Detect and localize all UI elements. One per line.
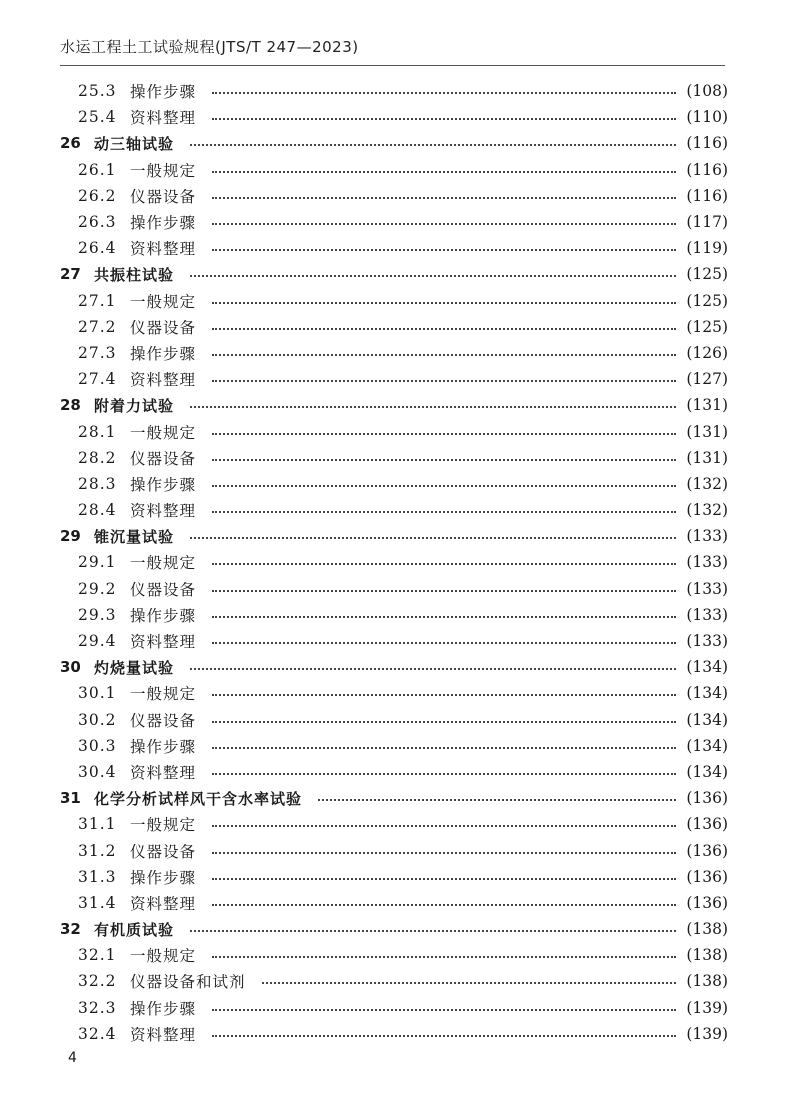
toc-entry-page: (136) xyxy=(686,841,728,860)
toc-entry-number: 28.2 xyxy=(78,448,117,467)
toc-entry-title: 操作步骤 xyxy=(130,999,197,1018)
toc-section-row[interactable] xyxy=(60,471,728,497)
toc-entry-title: 操作步骤 xyxy=(130,868,197,887)
dot-leader xyxy=(212,721,676,723)
toc-entry-title: 资料整理 xyxy=(130,502,197,521)
dot-leader xyxy=(212,747,676,749)
toc-entry-title: 共振柱试验 xyxy=(94,265,175,284)
toc-entry-number: 26.3 xyxy=(78,213,117,232)
toc-entry-page: (138) xyxy=(686,972,728,991)
toc-entry-number: 27 xyxy=(60,265,81,284)
toc-entry-page: (108) xyxy=(686,82,728,101)
toc-entry-page: (133) xyxy=(686,527,728,546)
toc-entry-page: (119) xyxy=(686,239,728,258)
dot-leader xyxy=(190,406,676,408)
toc-section-row[interactable] xyxy=(60,78,728,104)
dot-leader xyxy=(318,799,676,801)
toc-entry-title: 一般规定 xyxy=(130,947,197,966)
dot-leader xyxy=(212,118,676,120)
toc-entry-title: 操作步骤 xyxy=(130,475,197,494)
toc-entry-number: 31.3 xyxy=(78,867,117,886)
toc-section-row[interactable] xyxy=(60,209,728,235)
toc-entry-title: 一般规定 xyxy=(130,423,197,442)
toc-section-row[interactable] xyxy=(60,157,728,183)
dot-leader xyxy=(212,328,676,330)
toc-entry-page: (110) xyxy=(686,108,728,127)
toc-entry-page: (136) xyxy=(686,789,728,808)
toc-entry-number: 29.4 xyxy=(78,632,117,651)
toc-entry-title: 一般规定 xyxy=(130,685,197,704)
toc-entry-title: 仪器设备 xyxy=(130,449,197,468)
toc-entry-title: 操作步骤 xyxy=(130,83,197,102)
toc-entry-title: 一般规定 xyxy=(130,292,197,311)
toc-section-row[interactable] xyxy=(60,104,728,130)
toc-entry-number: 25.4 xyxy=(78,108,117,127)
toc-section-row[interactable] xyxy=(60,942,728,968)
toc-entry-title: 操作步骤 xyxy=(130,606,197,625)
toc-entry-page: (133) xyxy=(686,632,728,651)
toc-section-row[interactable] xyxy=(60,235,728,261)
dot-leader xyxy=(212,1009,676,1011)
toc-entry-page: (138) xyxy=(686,920,728,939)
header-rule xyxy=(60,65,725,66)
toc-entry-title: 仪器设备 xyxy=(130,580,197,599)
page-number: 4 xyxy=(68,1050,77,1066)
toc-entry-number: 28.4 xyxy=(78,501,117,520)
toc-entry-title: 资料整理 xyxy=(130,240,197,259)
toc-entry-title: 资料整理 xyxy=(130,633,197,652)
toc-entry-number: 31.1 xyxy=(78,815,117,834)
dot-leader xyxy=(212,485,676,487)
toc-entry-page: (117) xyxy=(686,213,728,232)
toc-section-row[interactable] xyxy=(60,733,728,759)
toc-entry-page: (134) xyxy=(686,710,728,729)
toc-section-row[interactable] xyxy=(60,549,728,575)
toc-entry-title: 一般规定 xyxy=(130,554,197,573)
dot-leader xyxy=(212,694,676,696)
toc-entry-number: 26.2 xyxy=(78,186,117,205)
toc-entry-page: (134) xyxy=(686,762,728,781)
dot-leader xyxy=(212,249,676,251)
toc-entry-number: 32.2 xyxy=(78,972,117,991)
toc-entry-title: 仪器设备 xyxy=(130,318,197,337)
toc-entry-page: (116) xyxy=(686,134,728,153)
toc-entry-number: 27.1 xyxy=(78,291,117,310)
toc-section-row[interactable] xyxy=(60,837,728,863)
toc-section-row[interactable] xyxy=(60,183,728,209)
toc-entry-page: (125) xyxy=(686,317,728,336)
toc-entry-page: (138) xyxy=(686,946,728,965)
toc-chapter-row[interactable] xyxy=(60,785,728,811)
dot-leader xyxy=(212,302,676,304)
toc-entry-number: 27.2 xyxy=(78,317,117,336)
dot-leader xyxy=(212,956,676,958)
table-of-contents xyxy=(60,78,728,1047)
toc-entry-page: (134) xyxy=(686,684,728,703)
dot-leader xyxy=(212,354,676,356)
toc-entry-page: (126) xyxy=(686,343,728,362)
toc-section-row[interactable] xyxy=(60,680,728,706)
toc-entry-number: 32.1 xyxy=(78,946,117,965)
dot-leader xyxy=(212,223,676,225)
toc-section-row[interactable] xyxy=(60,497,728,523)
toc-section-row[interactable] xyxy=(60,576,728,602)
toc-entry-number: 26.4 xyxy=(78,239,117,258)
toc-entry-number: 29.1 xyxy=(78,553,117,572)
dot-leader xyxy=(212,92,676,94)
toc-entry-title: 资料整理 xyxy=(130,763,197,782)
toc-section-row[interactable] xyxy=(60,968,728,994)
toc-entry-page: (134) xyxy=(686,658,728,677)
toc-section-row[interactable] xyxy=(60,288,728,314)
toc-entry-number: 30.1 xyxy=(78,684,117,703)
dot-leader xyxy=(212,380,676,382)
toc-section-row[interactable] xyxy=(60,995,728,1021)
dot-leader xyxy=(190,668,676,670)
dot-leader xyxy=(212,1035,676,1037)
toc-entry-title: 仪器设备 xyxy=(130,187,197,206)
toc-entry-number: 27.3 xyxy=(78,343,117,362)
toc-entry-title: 资料整理 xyxy=(130,894,197,913)
toc-chapter-row[interactable] xyxy=(60,130,728,156)
toc-section-row[interactable] xyxy=(60,314,728,340)
toc-entry-page: (136) xyxy=(686,815,728,834)
toc-entry-number: 31.2 xyxy=(78,841,117,860)
toc-entry-page: (132) xyxy=(686,501,728,520)
toc-entry-number: 28.3 xyxy=(78,474,117,493)
toc-entry-page: (131) xyxy=(686,422,728,441)
dot-leader xyxy=(212,511,676,513)
toc-entry-page: (136) xyxy=(686,867,728,886)
toc-entry-number: 28 xyxy=(60,396,81,415)
dot-leader xyxy=(212,433,676,435)
toc-entry-page: (116) xyxy=(686,186,728,205)
dot-leader xyxy=(212,878,676,880)
toc-entry-number: 27.4 xyxy=(78,370,117,389)
dot-leader xyxy=(212,459,676,461)
toc-entry-page: (133) xyxy=(686,579,728,598)
toc-chapter-row[interactable] xyxy=(60,392,728,418)
toc-section-row[interactable] xyxy=(60,811,728,837)
dot-leader xyxy=(212,197,676,199)
toc-entry-number: 25.3 xyxy=(78,82,117,101)
toc-section-row[interactable] xyxy=(60,340,728,366)
toc-entry-number: 29.2 xyxy=(78,579,117,598)
dot-leader xyxy=(212,171,676,173)
toc-section-row[interactable] xyxy=(60,864,728,890)
dot-leader xyxy=(212,590,676,592)
toc-entry-page: (131) xyxy=(686,448,728,467)
toc-entry-number: 30 xyxy=(60,658,81,677)
toc-section-row[interactable] xyxy=(60,759,728,785)
toc-entry-number: 26.1 xyxy=(78,160,117,179)
toc-entry-title: 锥沉量试验 xyxy=(94,527,175,546)
toc-entry-number: 29.3 xyxy=(78,605,117,624)
toc-entry-title: 操作步骤 xyxy=(130,214,197,233)
toc-entry-title: 一般规定 xyxy=(130,816,197,835)
toc-section-row[interactable] xyxy=(60,1021,728,1047)
toc-section-row[interactable] xyxy=(60,602,728,628)
dot-leader xyxy=(190,144,676,146)
toc-entry-page: (133) xyxy=(686,553,728,572)
running-header: 水运工程土工试验规程(JTS/T 247—2023) xyxy=(60,38,359,56)
toc-entry-title: 仪器设备 xyxy=(130,711,197,730)
toc-section-row[interactable] xyxy=(60,707,728,733)
toc-entry-page: (125) xyxy=(686,291,728,310)
toc-entry-title: 资料整理 xyxy=(130,109,197,128)
dot-leader xyxy=(212,642,676,644)
dot-leader xyxy=(212,563,676,565)
toc-entry-page: (127) xyxy=(686,370,728,389)
toc-entry-title: 动三轴试验 xyxy=(94,134,175,153)
toc-entry-number: 30.2 xyxy=(78,710,117,729)
toc-entry-page: (132) xyxy=(686,474,728,493)
toc-entry-number: 31.4 xyxy=(78,893,117,912)
dot-leader xyxy=(212,904,676,906)
toc-chapter-row[interactable] xyxy=(60,654,728,680)
toc-entry-page: (131) xyxy=(686,396,728,415)
toc-section-row[interactable] xyxy=(60,628,728,654)
toc-entry-title: 资料整理 xyxy=(130,371,197,390)
toc-entry-number: 26 xyxy=(60,134,81,153)
toc-entry-number: 31 xyxy=(60,789,81,808)
dot-leader xyxy=(262,982,677,984)
toc-chapter-row[interactable] xyxy=(60,523,728,549)
dot-leader xyxy=(190,537,676,539)
dot-leader xyxy=(212,616,676,618)
toc-entry-number: 30.3 xyxy=(78,736,117,755)
toc-entry-title: 操作步骤 xyxy=(130,737,197,756)
toc-entry-page: (133) xyxy=(686,605,728,624)
toc-entry-title: 操作步骤 xyxy=(130,344,197,363)
toc-entry-page: (136) xyxy=(686,893,728,912)
toc-section-row[interactable] xyxy=(60,890,728,916)
toc-entry-page: (134) xyxy=(686,736,728,755)
dot-leader xyxy=(212,852,676,854)
toc-entry-title: 附着力试验 xyxy=(94,396,175,415)
toc-entry-title: 有机质试验 xyxy=(94,920,175,939)
toc-entry-title: 仪器设备和试剂 xyxy=(130,973,246,992)
toc-section-row[interactable] xyxy=(60,445,728,471)
toc-entry-page: (116) xyxy=(686,160,728,179)
toc-chapter-row[interactable] xyxy=(60,261,728,287)
toc-entry-number: 32.4 xyxy=(78,1024,117,1043)
toc-entry-title: 仪器设备 xyxy=(130,842,197,861)
toc-chapter-row[interactable] xyxy=(60,916,728,942)
dot-leader xyxy=(190,275,676,277)
dot-leader xyxy=(212,773,676,775)
toc-section-row[interactable] xyxy=(60,366,728,392)
toc-entry-number: 28.1 xyxy=(78,422,117,441)
toc-entry-page: (139) xyxy=(686,1024,728,1043)
toc-entry-title: 灼烧量试验 xyxy=(94,658,175,677)
dot-leader xyxy=(190,930,676,932)
toc-entry-number: 32 xyxy=(60,920,81,939)
toc-entry-number: 29 xyxy=(60,527,81,546)
toc-entry-page: (139) xyxy=(686,998,728,1017)
toc-section-row[interactable] xyxy=(60,418,728,444)
toc-entry-title: 一般规定 xyxy=(130,161,197,180)
toc-entry-number: 30.4 xyxy=(78,762,117,781)
toc-entry-number: 32.3 xyxy=(78,998,117,1017)
toc-entry-page: (125) xyxy=(686,265,728,284)
toc-entry-title: 化学分析试样风干含水率试验 xyxy=(94,789,303,808)
dot-leader xyxy=(212,825,676,827)
toc-entry-title: 资料整理 xyxy=(130,1025,197,1044)
